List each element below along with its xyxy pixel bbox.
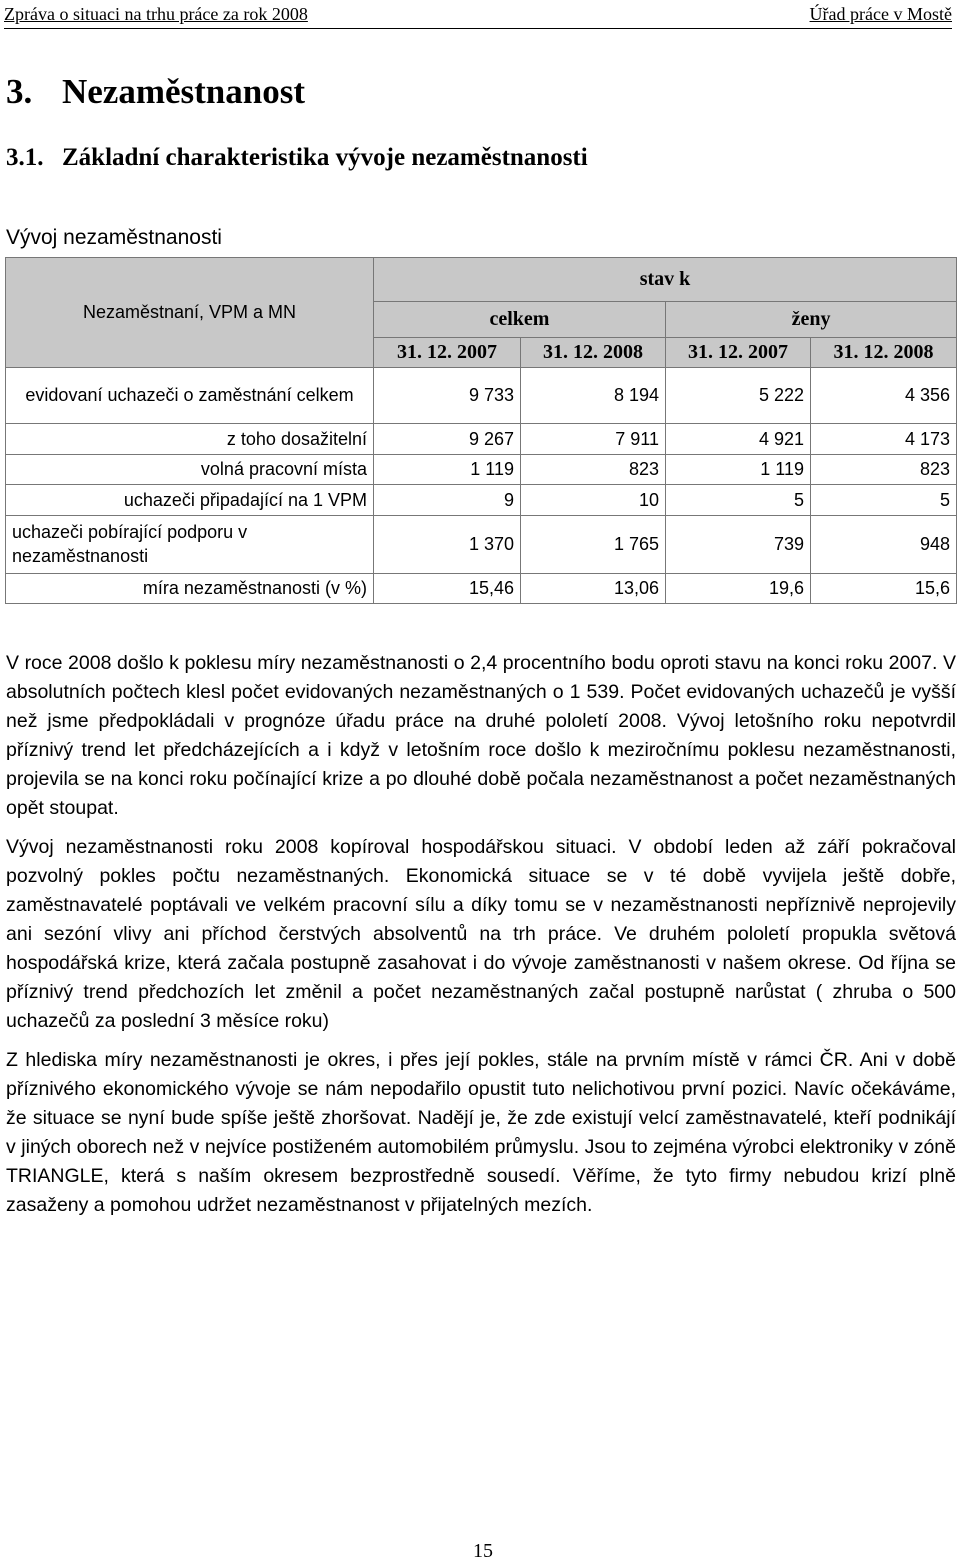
group-header-zeny: ženy <box>666 302 957 338</box>
table-cell: 5 222 <box>666 368 811 424</box>
paragraph: Z hlediska míry nezaměstnanosti je okres, i přes její pokles, stále na prvním místě v rámci ČR. Ani v době příznivého ekonomického vývoje se nám nepodařilo opustit tuto nelichotivou první pozici. Navíc očekáváme, že situace se nyní bude spíše ještě zhoršovat. Nadějí je, že zde existují velcí zaměstnavatelé, kteří podnikájí v jiných oborech než v nejvíce postiženém automobilém průmyslu. Jsou to zejména výrobci elektroniky v zóně TRIANGLE, která s naším okresem bezprostředně sousedí. Věříme, že tyto firmy nebudou krizí plně zasaženy a pomohou udržet nezaměstnanost v přijatelných mezích. <box>6 1049 956 1216</box>
table-row <box>6 424 957 455</box>
row-label: uchazeči pobírající podporu v nezaměstnanosti <box>6 516 374 574</box>
table-cell: 10 <box>521 485 666 516</box>
row-label: míra nezaměstnanosti (v %) <box>6 574 374 604</box>
header-report-title: Zpráva o situaci na trhu práce za rok 2008 <box>4 4 308 24</box>
table-cell: 1 119 <box>374 455 521 485</box>
date-header: 31. 12. 2007 <box>666 338 811 368</box>
table-cell: 823 <box>811 455 957 485</box>
date-header: 31. 12. 2007 <box>374 338 521 368</box>
table-cell: 948 <box>811 516 957 574</box>
table-cell: 823 <box>521 455 666 485</box>
table-cell: 4 921 <box>666 424 811 455</box>
table-header-row <box>6 258 957 302</box>
paragraph: V roce 2008 došlo k poklesu míry nezaměstnanosti o 2,4 procentního bodu oproti stavu na konci roku 2007. V absolutních počtech klesl počet evidovaných nezaměstnaných o 1 539. Počet evidovaných uchazečů je vyšší než jsme předpokládali v prognóze úřadu práce na druhé pololetí 2008. Vývoj letošního roku nepotvrdil příznivý trend let předcházejících a i když v letošním roce došlo k meziročnímu poklesu nezaměstnanosti, projevila se na konci roku počínající krize a po dlouhé době počala nezaměstnanost a počet nezaměstnaných opět stoupat. <box>6 652 956 819</box>
table-row <box>6 455 957 485</box>
table-row <box>6 574 957 604</box>
table-cell: 9 267 <box>374 424 521 455</box>
table-cell: 1 370 <box>374 516 521 574</box>
table-cell: 739 <box>666 516 811 574</box>
page-header <box>4 4 952 29</box>
group-header-celkem: celkem <box>374 302 666 338</box>
table-cell: 5 <box>811 485 957 516</box>
table-cell: 4 173 <box>811 424 957 455</box>
subsection-heading <box>6 144 588 172</box>
table-cell: 9 733 <box>374 368 521 424</box>
table-cell: 7 911 <box>521 424 666 455</box>
header-office-name: Úřad práce v Mostě <box>809 4 952 24</box>
table-cell: 8 194 <box>521 368 666 424</box>
table-cell: 19,6 <box>666 574 811 604</box>
table-cell: 4 356 <box>811 368 957 424</box>
table-cell: 13,06 <box>521 574 666 604</box>
table-row <box>6 516 957 574</box>
table-cell: 15,46 <box>374 574 521 604</box>
table-cell: 1 765 <box>521 516 666 574</box>
subsection-number: 3.1. <box>6 144 44 171</box>
table-cell: 15,6 <box>811 574 957 604</box>
row-label: z toho dosažitelní <box>6 424 374 455</box>
table-row <box>6 368 957 424</box>
table-cell: 1 119 <box>666 455 811 485</box>
section-heading <box>6 72 305 112</box>
unemployment-table <box>5 257 957 604</box>
row-label: evidovaní uchazeči o zaměstnání celkem <box>6 368 374 424</box>
section-number: 3. <box>6 72 33 111</box>
table-cell: 9 <box>374 485 521 516</box>
section-title: Nezaměstnanost <box>62 72 306 111</box>
date-header: 31. 12. 2008 <box>811 338 957 368</box>
row-label: volná pracovní místa <box>6 455 374 485</box>
page-number: 15 <box>473 1540 493 1562</box>
date-header: 31. 12. 2008 <box>521 338 666 368</box>
row-label: uchazeči připadající na 1 VPM <box>6 485 374 516</box>
table-cell: 5 <box>666 485 811 516</box>
table-caption: Vývoj nezaměstnanosti <box>6 226 222 249</box>
table-row <box>6 485 957 516</box>
paragraph: Vývoj nezaměstnanosti roku 2008 kopíroval hospodářskou situaci. V období leden až září pokračoval pozvolný pokles počtu nezaměstnaných. Ekonomická situace se v té době vyvijela ještě dobře, zaměstnavatelé poptávali ve velkém pracovní sílu a díky tomu se v nezaměstnanosti nepříznivě neprojevily ani sezóní vlivy ani příchod čerstvých absolventů na trh práce. Ve druhém pololetí propukla světová hospodářská krize, která začala postupně zasahovat i do vývoje zaměstnanosti v našem okrese. Od října se příznivý trend předchozích let změnil a počet nezaměstnaných začal postupně narůstat ( zhruba o 500 uchazečů za poslední 3 měsíce roku) <box>6 836 956 1032</box>
stav-k-header: stav k <box>374 258 957 302</box>
row-header-label: Nezaměstnaní, VPM a MN <box>6 258 374 368</box>
subsection-title: Základní charakteristika vývoje nezaměstnanosti <box>62 144 588 171</box>
